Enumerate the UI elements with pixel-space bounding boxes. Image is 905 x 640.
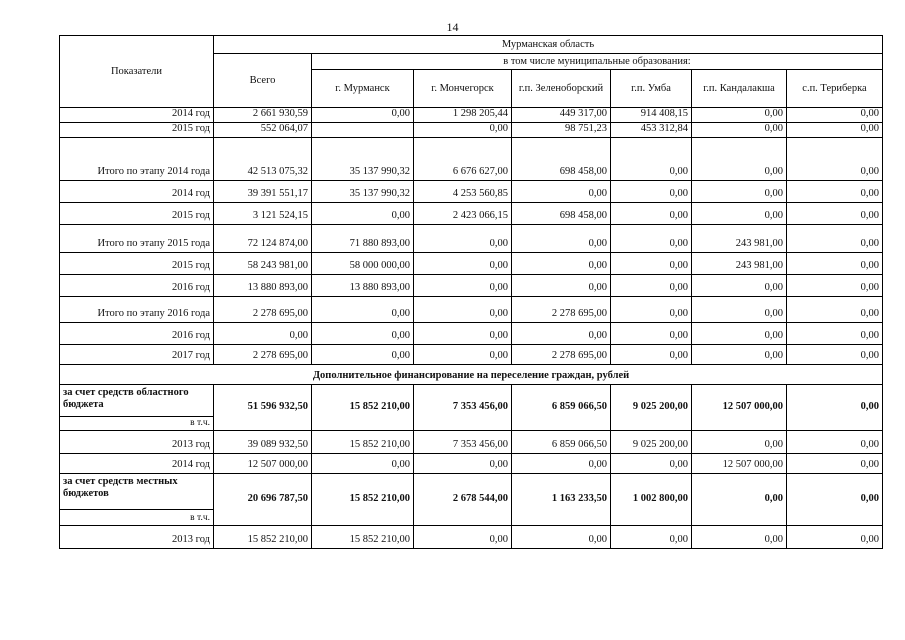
header-municipality: г. Мурманск — [312, 70, 414, 108]
table-cell: 0,00 — [414, 297, 512, 323]
row-label: 2015 год — [60, 203, 214, 225]
table-cell: 0,00 — [312, 297, 414, 323]
table-cell: 15 852 210,00 — [312, 526, 414, 549]
budget-row — [60, 385, 883, 417]
table-row — [60, 253, 883, 275]
table-cell: 0,00 — [414, 275, 512, 297]
budget-cell: 7 353 456,00 — [414, 385, 512, 431]
table-cell: 0,00 — [787, 203, 883, 225]
budget-cell: 0,00 — [787, 474, 883, 526]
table-cell: 0,00 — [787, 431, 883, 454]
table-cell: 0,00 — [414, 345, 512, 365]
row-label: 2014 год — [60, 181, 214, 203]
table-cell: 6 859 066,50 — [512, 431, 611, 454]
table-cell: 2 423 066,15 — [414, 203, 512, 225]
table-cell: 0,00 — [611, 345, 692, 365]
budget-cell: 6 859 066,50 — [512, 385, 611, 431]
table-row — [60, 275, 883, 297]
row-label: 2017 год — [60, 345, 214, 365]
table-cell: 0,00 — [787, 225, 883, 253]
table-cell: 0,00 — [692, 275, 787, 297]
table-cell: 698 458,00 — [512, 138, 611, 181]
table-cell: 0,00 — [692, 123, 787, 138]
table-cell: 0,00 — [414, 123, 512, 138]
header-region: Мурманская область — [214, 36, 883, 54]
row-label: 2013 год — [60, 431, 214, 454]
table-cell: 0,00 — [787, 345, 883, 365]
table-cell: 15 852 210,00 — [312, 431, 414, 454]
section-row — [60, 365, 883, 385]
table-cell: 0,00 — [312, 323, 414, 345]
budget-cell: 0,00 — [692, 474, 787, 526]
table-cell: 2 278 695,00 — [214, 345, 312, 365]
budget-cell: 2 678 544,00 — [414, 474, 512, 526]
row-label: 2015 год — [60, 123, 214, 138]
section-title: Дополнительное финансирование на переселение граждан, рублей — [60, 365, 883, 385]
table-cell: 243 981,00 — [692, 225, 787, 253]
header-municipality: г.п. Кандалакша — [692, 70, 787, 108]
table-cell: 0,00 — [611, 138, 692, 181]
header-indicators: Показатели — [60, 36, 214, 108]
table-cell: 0,00 — [611, 253, 692, 275]
table-cell: 71 880 893,00 — [312, 225, 414, 253]
table-cell: 0,00 — [512, 225, 611, 253]
header-municipality: г.п. Умба — [611, 70, 692, 108]
header-row-region — [60, 36, 883, 54]
header-municipality: г.п. Зеленоборский — [512, 70, 611, 108]
table-cell: 12 507 000,00 — [692, 454, 787, 474]
table-row — [60, 123, 883, 138]
table-cell: 0,00 — [414, 323, 512, 345]
table-row — [60, 181, 883, 203]
table-cell: 0,00 — [214, 323, 312, 345]
row-label: 2016 год — [60, 275, 214, 297]
header-including: в том числе муниципальные образования: — [312, 54, 883, 70]
budget-row — [60, 474, 883, 510]
header-municipality: г. Мончегорск — [414, 70, 512, 108]
table-cell: 0,00 — [611, 323, 692, 345]
row-label: Итого по этапу 2014 года — [60, 138, 214, 181]
table-cell: 0,00 — [512, 181, 611, 203]
table-cell: 12 507 000,00 — [214, 454, 312, 474]
table-cell: 0,00 — [414, 526, 512, 549]
table-cell: 0,00 — [512, 526, 611, 549]
table-cell: 0,00 — [787, 123, 883, 138]
table-cell: 698 458,00 — [512, 203, 611, 225]
row-label: 2014 год — [60, 108, 214, 123]
header-total: Всего — [214, 54, 312, 108]
table-row — [60, 526, 883, 549]
table-cell: 0,00 — [512, 253, 611, 275]
budget-cell: 12 507 000,00 — [692, 385, 787, 431]
table-row — [60, 225, 883, 253]
table-cell: 0,00 — [787, 181, 883, 203]
table-cell: 42 513 075,32 — [214, 138, 312, 181]
table-cell: 13 880 893,00 — [214, 275, 312, 297]
table-cell: 98 751,23 — [512, 123, 611, 138]
row-label: 2015 год — [60, 253, 214, 275]
table-cell: 0,00 — [414, 454, 512, 474]
table-cell: 0,00 — [787, 526, 883, 549]
budget-cell: 15 852 210,00 — [312, 474, 414, 526]
budget-cell: 0,00 — [787, 385, 883, 431]
table-cell: 0,00 — [414, 225, 512, 253]
table-cell: 58 000 000,00 — [312, 253, 414, 275]
table-cell: 0,00 — [512, 454, 611, 474]
row-label: 2016 год — [60, 323, 214, 345]
table-cell: 0,00 — [692, 181, 787, 203]
table-cell: 7 353 456,00 — [414, 431, 512, 454]
table-cell: 2 661 930,59 — [214, 108, 312, 123]
table-cell: 0,00 — [611, 454, 692, 474]
budget-label: за счет средств местных бюджетов — [60, 474, 214, 510]
table-row — [60, 138, 883, 181]
table-cell: 58 243 981,00 — [214, 253, 312, 275]
table-cell: 0,00 — [692, 526, 787, 549]
table-cell: 914 408,15 — [611, 108, 692, 123]
budget-cell: 1 002 800,00 — [611, 474, 692, 526]
table-cell: 39 391 551,17 — [214, 181, 312, 203]
table-cell: 0,00 — [611, 203, 692, 225]
table-row — [60, 203, 883, 225]
table-cell: 0,00 — [692, 203, 787, 225]
table-cell: 9 025 200,00 — [611, 431, 692, 454]
table-cell: 0,00 — [611, 297, 692, 323]
table-cell: 4 253 560,85 — [414, 181, 512, 203]
row-label: Итого по этапу 2015 года — [60, 225, 214, 253]
table-cell: 0,00 — [692, 138, 787, 181]
table-cell: 15 852 210,00 — [214, 526, 312, 549]
table-cell: 13 880 893,00 — [312, 275, 414, 297]
table-cell: 0,00 — [312, 203, 414, 225]
table-cell: 0,00 — [787, 454, 883, 474]
table-row — [60, 297, 883, 323]
table-cell: 449 317,00 — [512, 108, 611, 123]
table-cell: 0,00 — [692, 345, 787, 365]
incl-label: в т.ч. — [60, 510, 214, 526]
row-label: Итого по этапу 2016 года — [60, 297, 214, 323]
table-row — [60, 454, 883, 474]
table-row — [60, 345, 883, 365]
table-cell: 552 064,07 — [214, 123, 312, 138]
table-cell: 0,00 — [692, 323, 787, 345]
table-row — [60, 323, 883, 345]
table-cell: 0,00 — [787, 138, 883, 181]
table-cell: 0,00 — [312, 345, 414, 365]
budget-cell: 1 163 233,50 — [512, 474, 611, 526]
table-row — [60, 431, 883, 454]
table-cell: 0,00 — [611, 181, 692, 203]
table-cell: 0,00 — [414, 253, 512, 275]
table-cell: 0,00 — [692, 297, 787, 323]
budget-cell: 51 596 932,50 — [214, 385, 312, 431]
table-cell: 0,00 — [692, 108, 787, 123]
table-row — [60, 108, 883, 123]
table-cell: 0,00 — [692, 431, 787, 454]
budget-cell: 20 696 787,50 — [214, 474, 312, 526]
table-cell: 0,00 — [611, 526, 692, 549]
table-cell: 243 981,00 — [692, 253, 787, 275]
incl-label: в т.ч. — [60, 417, 214, 431]
table-cell: 35 137 990,32 — [312, 181, 414, 203]
table-cell: 39 089 932,50 — [214, 431, 312, 454]
table-cell: 453 312,84 — [611, 123, 692, 138]
table-cell: 1 298 205,44 — [414, 108, 512, 123]
row-label: 2013 год — [60, 526, 214, 549]
table-cell: 2 278 695,00 — [214, 297, 312, 323]
header-municipality: с.п. Териберка — [787, 70, 883, 108]
table-cell: 0,00 — [512, 323, 611, 345]
financing-table — [59, 35, 883, 549]
table-cell: 0,00 — [312, 454, 414, 474]
table-cell: 0,00 — [787, 253, 883, 275]
table-cell: 0,00 — [312, 108, 414, 123]
table-cell: 2 278 695,00 — [512, 345, 611, 365]
table-cell: 6 676 627,00 — [414, 138, 512, 181]
row-label: 2014 год — [60, 454, 214, 474]
table-cell — [312, 123, 414, 138]
table-cell: 72 124 874,00 — [214, 225, 312, 253]
budget-cell: 9 025 200,00 — [611, 385, 692, 431]
table-cell: 35 137 990,32 — [312, 138, 414, 181]
table-cell: 0,00 — [787, 323, 883, 345]
budget-label: за счет средств областного бюджета — [60, 385, 214, 417]
table-cell: 0,00 — [787, 297, 883, 323]
table-cell: 0,00 — [611, 225, 692, 253]
table-cell: 0,00 — [787, 275, 883, 297]
table-cell: 0,00 — [787, 108, 883, 123]
table-cell: 2 278 695,00 — [512, 297, 611, 323]
budget-cell: 15 852 210,00 — [312, 385, 414, 431]
table-cell: 3 121 524,15 — [214, 203, 312, 225]
table-cell: 0,00 — [611, 275, 692, 297]
page-number: 14 — [446, 20, 459, 34]
table-cell: 0,00 — [512, 275, 611, 297]
